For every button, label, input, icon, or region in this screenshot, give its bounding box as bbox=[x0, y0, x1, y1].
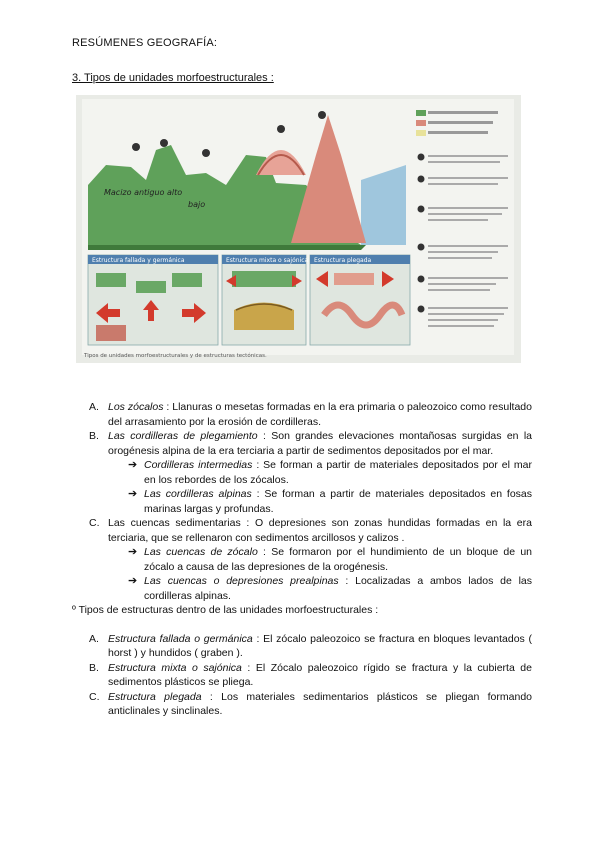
panel-2-title: Estructura mixta o sajónica bbox=[226, 257, 309, 264]
section-heading: 3. Tipos de unidades morfoestructurales : bbox=[72, 72, 274, 84]
panel-1-title: Estructura fallada y germánica bbox=[92, 257, 185, 264]
spacer bbox=[72, 618, 532, 632]
svg-text:Estructura plegada bbox=[314, 257, 372, 264]
list-item bbox=[72, 516, 532, 545]
definition: : Son grandes elevaciones montañosas surgidas en la orogénesis alpina de la era terciaria a partir de sedimentos depositados por el mar. bbox=[108, 430, 533, 457]
arrow-icon: ➔ bbox=[128, 459, 138, 471]
definition: : El Zócalo paleozoico rígido se fractura y la cubierta de sedimentos plásticos se pliega. bbox=[108, 661, 532, 688]
term: Las cuencas o depresiones prealpinas bbox=[144, 575, 339, 587]
list-item bbox=[72, 429, 532, 458]
definition: : Llanuras o mesetas formadas en la era primaria o paleozoico como resultado del arrasamiento por la erosión de cordilleras. bbox=[108, 401, 532, 428]
panel-3-title: Estructura plegada bbox=[314, 257, 372, 264]
definition: : El zócalo paleozoico se fractura en bloques levantados ( horst ) y hundidos ( graben ). bbox=[108, 632, 533, 659]
svg-text:Macizo antiguo alto bbox=[104, 188, 182, 197]
definition: : Se forman a partir de materiales depositados en fosas marinas largas y profundas. bbox=[144, 488, 533, 515]
term: Las cordilleras de plegamiento bbox=[108, 430, 258, 442]
morphostructural-diagram bbox=[76, 95, 521, 363]
definition: Las cuencas sedimentarias : O depresiones son zonas hundidas formadas en la era terciaria, que se rellenaron con sedimentos arcillosos y calizos . bbox=[108, 517, 532, 544]
sub-list-item bbox=[72, 458, 532, 487]
term: Las cuencas de zócalo bbox=[144, 546, 258, 558]
sub-list-item bbox=[72, 545, 532, 574]
list-marker: A. bbox=[89, 632, 99, 645]
svg-text:Estructura fallada y germánica bbox=[92, 257, 185, 264]
arrow-icon: ➔ bbox=[128, 488, 138, 500]
list-marker: B. bbox=[89, 430, 99, 442]
mountain-label: Macizo antiguo alto bbox=[104, 188, 183, 197]
sub-list-item bbox=[72, 574, 532, 603]
list-marker: C. bbox=[89, 517, 100, 529]
definition: : Se formaron por el hundimiento de un bloque de un zócalo a causa de las depresiones de la orogénesis. bbox=[144, 546, 533, 573]
term: Estructura plegada bbox=[108, 690, 202, 703]
term: Los zócalos bbox=[108, 401, 164, 413]
list-item bbox=[72, 632, 532, 661]
definition: : Los materiales sedimentarios plásticos se pliegan formando anticlinales y sinclinales. bbox=[108, 690, 532, 717]
low-label: bajo bbox=[188, 200, 206, 209]
list-item bbox=[72, 400, 532, 429]
svg-text:Estructura mixta o sajónica bbox=[226, 257, 309, 264]
list-item bbox=[72, 661, 532, 690]
term: Estructura mixta o sajónica bbox=[108, 661, 242, 674]
list-item bbox=[72, 690, 532, 719]
figure-caption: Tipos de unidades morfoestructurales y de estructuras tectónicas. bbox=[84, 353, 267, 359]
svg-text:bajo bbox=[188, 200, 205, 209]
arrow-icon: ➔ bbox=[128, 546, 138, 558]
definition: : Se forman a partir de materiales depositados por el mar en los rebordes de los zócalos. bbox=[144, 459, 532, 486]
term: Las cordilleras alpinas bbox=[144, 488, 252, 500]
sub-list-item bbox=[72, 487, 532, 516]
structures-heading: º Tipos de estructuras dentro de las unidades morfoestructurales : bbox=[72, 604, 379, 616]
list-marker: C. bbox=[89, 690, 100, 703]
term: Cordilleras intermedias bbox=[144, 459, 253, 471]
term: Estructura fallada o germánica bbox=[108, 632, 253, 645]
content-list bbox=[72, 400, 532, 719]
definition: : Localizadas a ambos lados de las cordilleras alpinas. bbox=[144, 575, 532, 602]
svg-text:Tipos de unidades morfoestruct bbox=[83, 352, 267, 359]
document-title: RESÚMENES GEOGRAFÍA: bbox=[72, 37, 218, 49]
arrow-icon: ➔ bbox=[128, 575, 138, 587]
list-marker: A. bbox=[89, 401, 99, 413]
list-marker: B. bbox=[89, 661, 99, 674]
